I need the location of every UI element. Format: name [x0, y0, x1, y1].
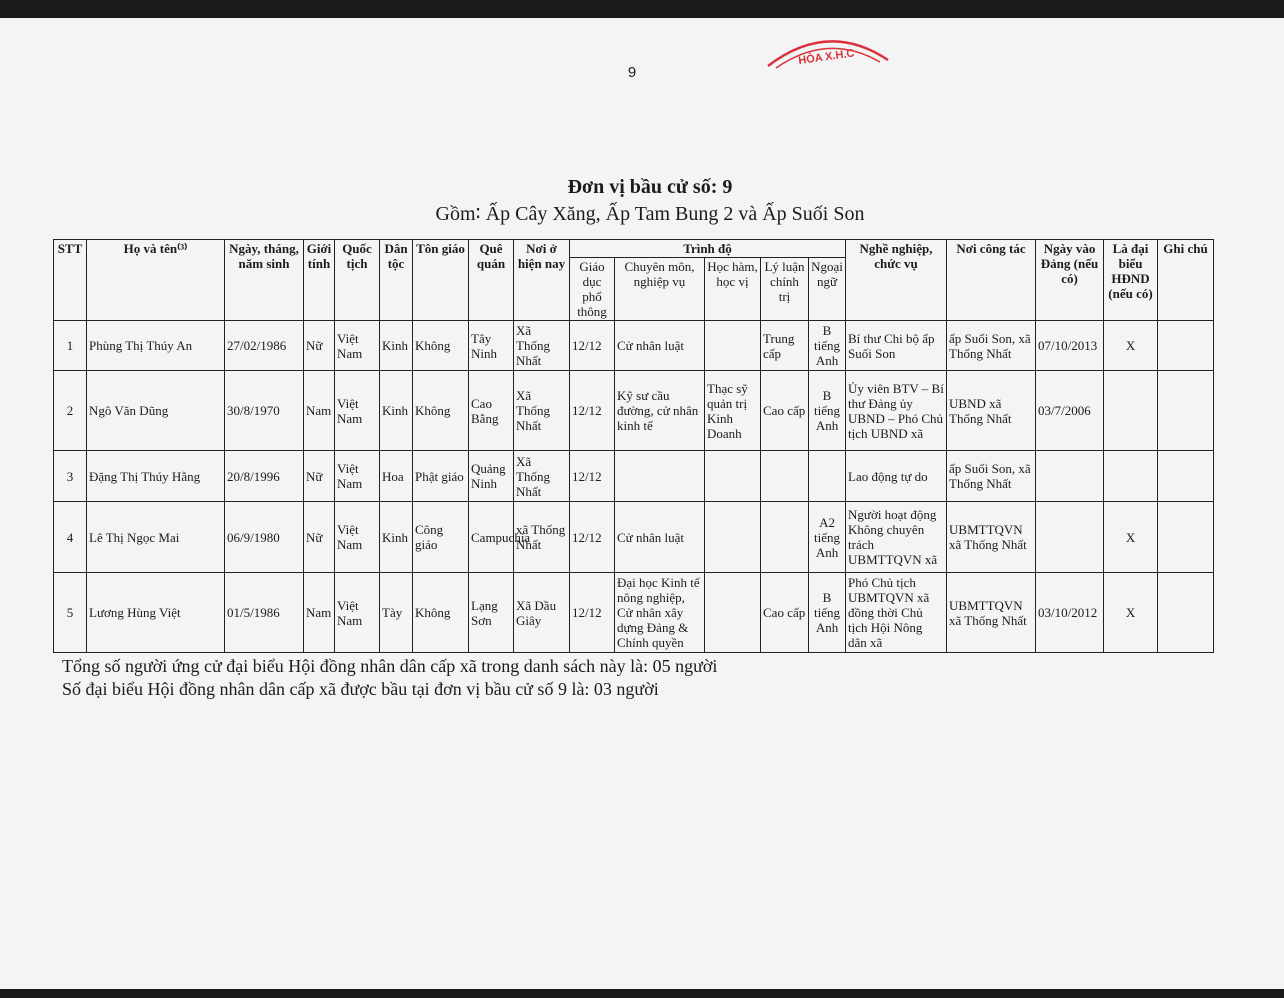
cell-nationality: Việt Nam: [335, 371, 380, 451]
cell-ethnicity: Tày: [380, 573, 413, 653]
header-occupation: Nghề nghiệp, chức vụ: [846, 240, 947, 321]
cell-dob: 20/8/1996: [225, 451, 304, 502]
cell-delegate: [1104, 371, 1158, 451]
cell-stt: 4: [54, 502, 87, 573]
cell-gender: Nữ: [304, 451, 335, 502]
cell-note: [1158, 573, 1214, 653]
cell-note: [1158, 371, 1214, 451]
cell-gender: Nữ: [304, 502, 335, 573]
header-religion: Tôn giáo: [413, 240, 469, 321]
document-subtitle: Gồm∶ Ấp Cây Xăng, Ấp Tam Bung 2 và Ấp Suối Son: [435, 203, 865, 225]
cell-workplace: UBMTTQVN xã Thống Nhất: [947, 573, 1036, 653]
cell-workplace: UBMTTQVN xã Thống Nhất: [947, 502, 1036, 573]
cell-specialty: [615, 451, 705, 502]
cell-hometown: Lạng Sơn: [469, 573, 514, 653]
cell-gender: Nữ: [304, 321, 335, 371]
cell-nationality: Việt Nam: [335, 321, 380, 371]
cell-residence: Xã Thống Nhất: [514, 371, 570, 451]
document-title: Đơn vị bầu cử số: 9: [567, 176, 733, 198]
cell-note: [1158, 451, 1214, 502]
header-nationality: Quốc tịch: [335, 240, 380, 321]
cell-name: Đặng Thị Thúy Hằng: [87, 451, 225, 502]
cell-workplace: ấp Suối Son, xã Thống Nhất: [947, 451, 1036, 502]
cell-name: Lê Thị Ngọc Mai: [87, 502, 225, 573]
header-party-date: Ngày vào Đảng (nếu có): [1036, 240, 1104, 321]
cell-specialty: Kỹ sư cầu đường, cử nhân kinh tế: [615, 371, 705, 451]
cell-party-date: [1036, 451, 1104, 502]
cell-occupation: Bí thư Chi bộ ấp Suối Son: [846, 321, 947, 371]
table-row: [54, 451, 1214, 502]
footer-elected-delegates: Số đại biểu Hội đồng nhân dân cấp xã được bầu tại đơn vị bầu cử số 9 là: 03 người: [62, 679, 659, 699]
cell-religion: Công giáo: [413, 502, 469, 573]
cell-delegate: X: [1104, 321, 1158, 371]
cell-specialty: Cử nhân luật: [615, 502, 705, 573]
header-residence: Nơi ở hiện nay: [514, 240, 570, 321]
cell-degree: [705, 451, 761, 502]
page-number: 9: [627, 64, 637, 81]
cell-political: Cao cấp: [761, 371, 809, 451]
cell-religion: Phật giáo: [413, 451, 469, 502]
cell-occupation: Người hoạt động Không chuyên trách UBMTTQVN xã: [846, 502, 947, 573]
cell-name: Phùng Thị Thúy An: [87, 321, 225, 371]
header-political: Lý luận chính trị: [761, 258, 809, 321]
cell-degree: Thạc sỹ quản trị Kinh Doanh: [705, 371, 761, 451]
cell-dob: 01/5/1986: [225, 573, 304, 653]
table-row: [54, 321, 1214, 371]
cell-political: Cao cấp: [761, 573, 809, 653]
stamp-text: HÒA X.H.C: [797, 47, 856, 68]
cell-hometown: Cao Bằng: [469, 371, 514, 451]
cell-residence: xã Thống Nhất: [514, 502, 570, 573]
cell-hometown: Quảng Ninh: [469, 451, 514, 502]
cell-name: Ngô Văn Dũng: [87, 371, 225, 451]
cell-degree: [705, 321, 761, 371]
cell-specialty: Đại học Kinh tế nông nghiệp, Cử nhân xây dựng Đảng & Chính quyền: [615, 573, 705, 653]
cell-degree: [705, 573, 761, 653]
cell-party-date: [1036, 502, 1104, 573]
cell-political: Trung cấp: [761, 321, 809, 371]
header-general-edu: Giáo dục phổ thông: [570, 258, 615, 321]
cell-hometown: Campuchia: [469, 502, 514, 573]
candidate-table: [53, 239, 1214, 653]
cell-gender: Nam: [304, 371, 335, 451]
cell-occupation: Lao động tự do: [846, 451, 947, 502]
header-degree: Học hàm, học vị: [705, 258, 761, 321]
cell-residence: Xã Thống Nhất: [514, 321, 570, 371]
cell-nationality: Việt Nam: [335, 573, 380, 653]
top-black-bar: [0, 0, 1284, 18]
cell-party-date: 03/10/2012: [1036, 573, 1104, 653]
cell-party-date: 07/10/2013: [1036, 321, 1104, 371]
cell-nationality: Việt Nam: [335, 451, 380, 502]
cell-residence: Xã Thống Nhất: [514, 451, 570, 502]
cell-ethnicity: Hoa: [380, 451, 413, 502]
header-ethnicity: Dân tộc: [380, 240, 413, 321]
header-language: Ngoại ngữ: [809, 258, 846, 321]
cell-name: Lương Hùng Việt: [87, 573, 225, 653]
cell-ethnicity: Kinh: [380, 321, 413, 371]
header-workplace: Nơi công tác: [947, 240, 1036, 321]
cell-delegate: X: [1104, 502, 1158, 573]
red-stamp: [762, 30, 894, 70]
header-name: Họ và tên⁽³⁾: [87, 240, 225, 321]
cell-stt: 2: [54, 371, 87, 451]
table-row: [54, 371, 1214, 451]
header-stt: STT: [54, 240, 87, 321]
cell-general-edu: 12/12: [570, 451, 615, 502]
cell-hometown: Tây Ninh: [469, 321, 514, 371]
cell-religion: Không: [413, 321, 469, 371]
cell-stt: 3: [54, 451, 87, 502]
cell-language: B tiếng Anh: [809, 371, 846, 451]
footer-total-candidates: Tổng số người ứng cử đại biểu Hội đồng nhân dân cấp xã trong danh sách này là: 05 người: [62, 656, 718, 676]
cell-general-edu: 12/12: [570, 371, 615, 451]
table-row: [54, 502, 1214, 573]
header-education-group: Trình độ: [570, 240, 846, 258]
header-gender: Giới tính: [304, 240, 335, 321]
table-row: [54, 573, 1214, 653]
cell-delegate: X: [1104, 573, 1158, 653]
cell-specialty: Cử nhân luật: [615, 321, 705, 371]
cell-dob: 27/02/1986: [225, 321, 304, 371]
cell-general-edu: 12/12: [570, 573, 615, 653]
cell-occupation: Ủy viên BTV – Bí thư Đảng ủy UBND – Phó Chủ tịch UBND xã: [846, 371, 947, 451]
cell-political: [761, 451, 809, 502]
cell-ethnicity: Kinh: [380, 371, 413, 451]
cell-stt: 5: [54, 573, 87, 653]
cell-language: B tiếng Anh: [809, 573, 846, 653]
cell-note: [1158, 502, 1214, 573]
cell-religion: Không: [413, 573, 469, 653]
cell-political: [761, 502, 809, 573]
cell-language: A2 tiếng Anh: [809, 502, 846, 573]
cell-degree: [705, 502, 761, 573]
cell-party-date: 03/7/2006: [1036, 371, 1104, 451]
cell-language: B tiếng Anh: [809, 321, 846, 371]
cell-gender: Nam: [304, 573, 335, 653]
cell-general-edu: 12/12: [570, 502, 615, 573]
cell-religion: Không: [413, 371, 469, 451]
cell-workplace: ấp Suối Son, xã Thống Nhất: [947, 321, 1036, 371]
header-dob: Ngày, tháng, năm sinh: [225, 240, 304, 321]
header-delegate: Là đại biểu HĐND (nếu có): [1104, 240, 1158, 321]
bottom-black-bar: [0, 989, 1284, 998]
cell-nationality: Việt Nam: [335, 502, 380, 573]
cell-delegate: [1104, 451, 1158, 502]
cell-workplace: UBND xã Thống Nhất: [947, 371, 1036, 451]
cell-dob: 30/8/1970: [225, 371, 304, 451]
cell-stt: 1: [54, 321, 87, 371]
cell-residence: Xã Dầu Giây: [514, 573, 570, 653]
cell-dob: 06/9/1980: [225, 502, 304, 573]
header-specialty: Chuyên môn, nghiệp vụ: [615, 258, 705, 321]
cell-general-edu: 12/12: [570, 321, 615, 371]
cell-language: [809, 451, 846, 502]
cell-note: [1158, 321, 1214, 371]
cell-ethnicity: Kinh: [380, 502, 413, 573]
header-hometown: Quê quán: [469, 240, 514, 321]
cell-occupation: Phó Chủ tịch UBMTQVN xã đồng thời Chủ tịch Hội Nông dân xã: [846, 573, 947, 653]
header-note: Ghi chú: [1158, 240, 1214, 321]
